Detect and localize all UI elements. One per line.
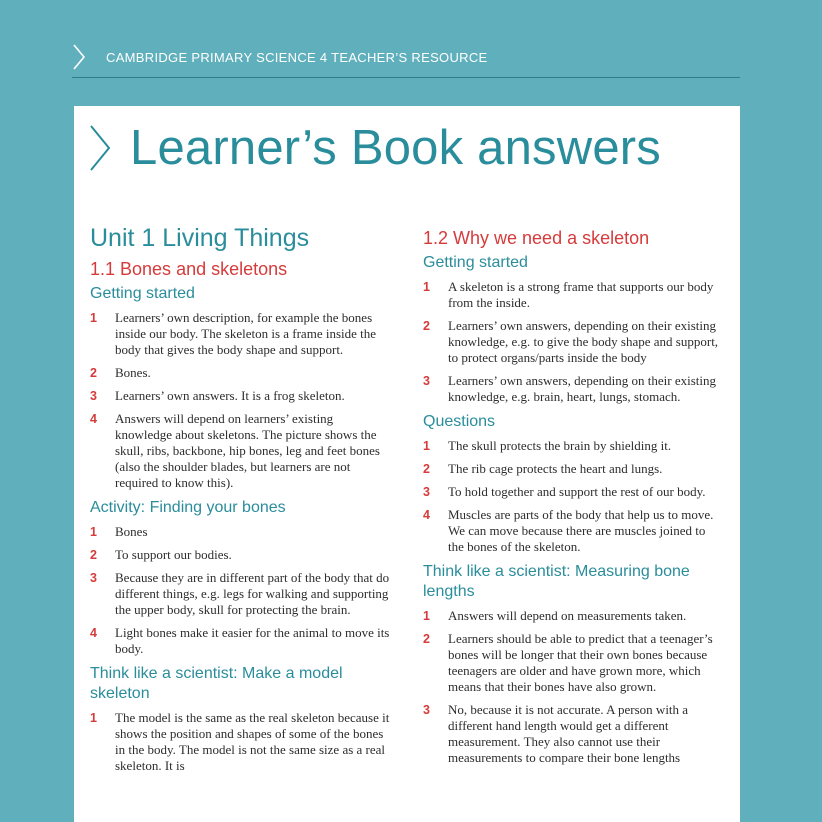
answer-number: 4 (90, 626, 97, 640)
answer-item (90, 547, 390, 563)
answer-list (423, 608, 723, 766)
answer-item (423, 507, 723, 555)
answer-text: Answers will depend on measurements taken. (448, 608, 687, 623)
answer-text: Bones (115, 524, 148, 539)
answer-text: Learners’ own answers. It is a frog skeleton. (115, 388, 345, 403)
answer-number: 4 (90, 412, 97, 426)
answer-number: 1 (90, 525, 97, 539)
answer-item (423, 438, 723, 454)
answer-item (423, 373, 723, 405)
page-title: Learner’s Book answers (130, 121, 661, 175)
answer-text: Learners should be able to predict that a teenager’s bones will be longer that their own bones because teenagers are older and have grown more, which means that their bones have also grown. (448, 631, 713, 694)
section-title: 1.2 Why we need a skeleton (423, 228, 650, 248)
answer-text: Light bones make it easier for the animal to move its body. (115, 625, 390, 656)
header-title: CAMBRIDGE PRIMARY SCIENCE 4 TEACHER’S RESOURCE (106, 50, 488, 65)
answer-text: Bones. (115, 365, 151, 380)
answer-list (90, 310, 390, 491)
answer-text: Because they are in different part of the body that do different things, e.g. legs for walking and supporting the upper body, skull for protecting the brain. (115, 570, 390, 617)
answer-text: Answers will depend on learners’ existing knowledge about skeletons. The picture shows the skull, ribs, backbone, hip bones, leg and feet bones (also the shoulder blades, but learners are not required to know this). (115, 411, 380, 490)
answer-number: 1 (423, 609, 430, 623)
chevron-right-icon (72, 44, 86, 70)
answer-number: 2 (90, 366, 97, 380)
answer-text: The skull protects the brain by shielding it. (448, 438, 672, 453)
answer-item (90, 524, 390, 540)
answer-number: 3 (90, 389, 97, 403)
answer-number: 1 (423, 280, 430, 294)
chevron-right-icon (88, 124, 112, 172)
answer-number: 3 (423, 485, 430, 499)
answer-list (90, 524, 390, 657)
answer-item (423, 484, 723, 500)
unit-title: Unit 1 Living Things (90, 224, 310, 252)
answer-item (90, 625, 390, 657)
answer-number: 2 (423, 319, 430, 333)
answer-number: 4 (423, 508, 430, 522)
answer-text: Muscles are parts of the body that help us to move. We can move because there are muscles joined to the bones of the skeleton. (448, 507, 714, 554)
answer-item (423, 631, 723, 695)
answer-list (90, 710, 390, 774)
answer-text: Learners’ own answers, depending on their existing knowledge, e.g. brain, heart, lungs, stomach. (448, 373, 716, 404)
answer-number: 3 (423, 374, 430, 388)
answer-item (423, 279, 723, 311)
answer-number: 2 (90, 548, 97, 562)
answer-text: The model is the same as the real skeleton because it shows the position and shapes of some of the bones in the body. The model is not the same size as a real skeleton. It is (115, 710, 390, 773)
answer-item (90, 411, 390, 491)
answer-text: No, because it is not accurate. A person with a different hand length would get a different measurement. They also cannot use their measurements to compare their bone lengths (448, 702, 689, 765)
subheading: Activity: Finding your bones (90, 499, 286, 516)
subheading: Questions (423, 413, 496, 430)
answer-number: 1 (90, 311, 97, 325)
answer-number: 3 (423, 703, 430, 717)
answer-item (90, 710, 390, 774)
right-column (423, 228, 723, 773)
subheading: Think like a scientist: Make a model skeleton (90, 665, 343, 702)
subheading: Think like a scientist: Measuring bone lengths (423, 563, 690, 600)
answer-number: 1 (90, 711, 97, 725)
answer-item (423, 318, 723, 366)
answer-text: A skeleton is a strong frame that supports our body from the inside. (448, 279, 714, 310)
document-page (74, 106, 740, 822)
answer-item (423, 608, 723, 624)
section-title: 1.1 Bones and skeletons (90, 259, 288, 279)
subheading: Getting started (90, 285, 195, 302)
answer-text: To support our bodies. (115, 547, 232, 562)
answer-item (90, 388, 390, 404)
answer-number: 2 (423, 462, 430, 476)
running-header (72, 40, 740, 78)
answer-text: Learners’ own answers, depending on their existing knowledge, e.g. to give the body shape and support, to protect organs/parts inside the body (448, 318, 719, 365)
answer-number: 2 (423, 632, 430, 646)
answer-list (423, 279, 723, 405)
answer-number: 3 (90, 571, 97, 585)
answer-item (90, 310, 390, 358)
answer-item (423, 461, 723, 477)
answer-item (90, 570, 390, 618)
answer-item (90, 365, 390, 381)
answer-text: Learners’ own description, for example the bones inside our body. The skeleton is a frame inside the body that gives the body shape and support. (115, 310, 377, 357)
answer-text: To hold together and support the rest of our body. (448, 484, 706, 499)
left-column (90, 224, 390, 781)
answer-list (423, 438, 723, 555)
answer-text: The rib cage protects the heart and lungs. (448, 461, 663, 476)
answer-item (423, 702, 723, 766)
subheading: Getting started (423, 254, 528, 271)
answer-number: 1 (423, 439, 430, 453)
